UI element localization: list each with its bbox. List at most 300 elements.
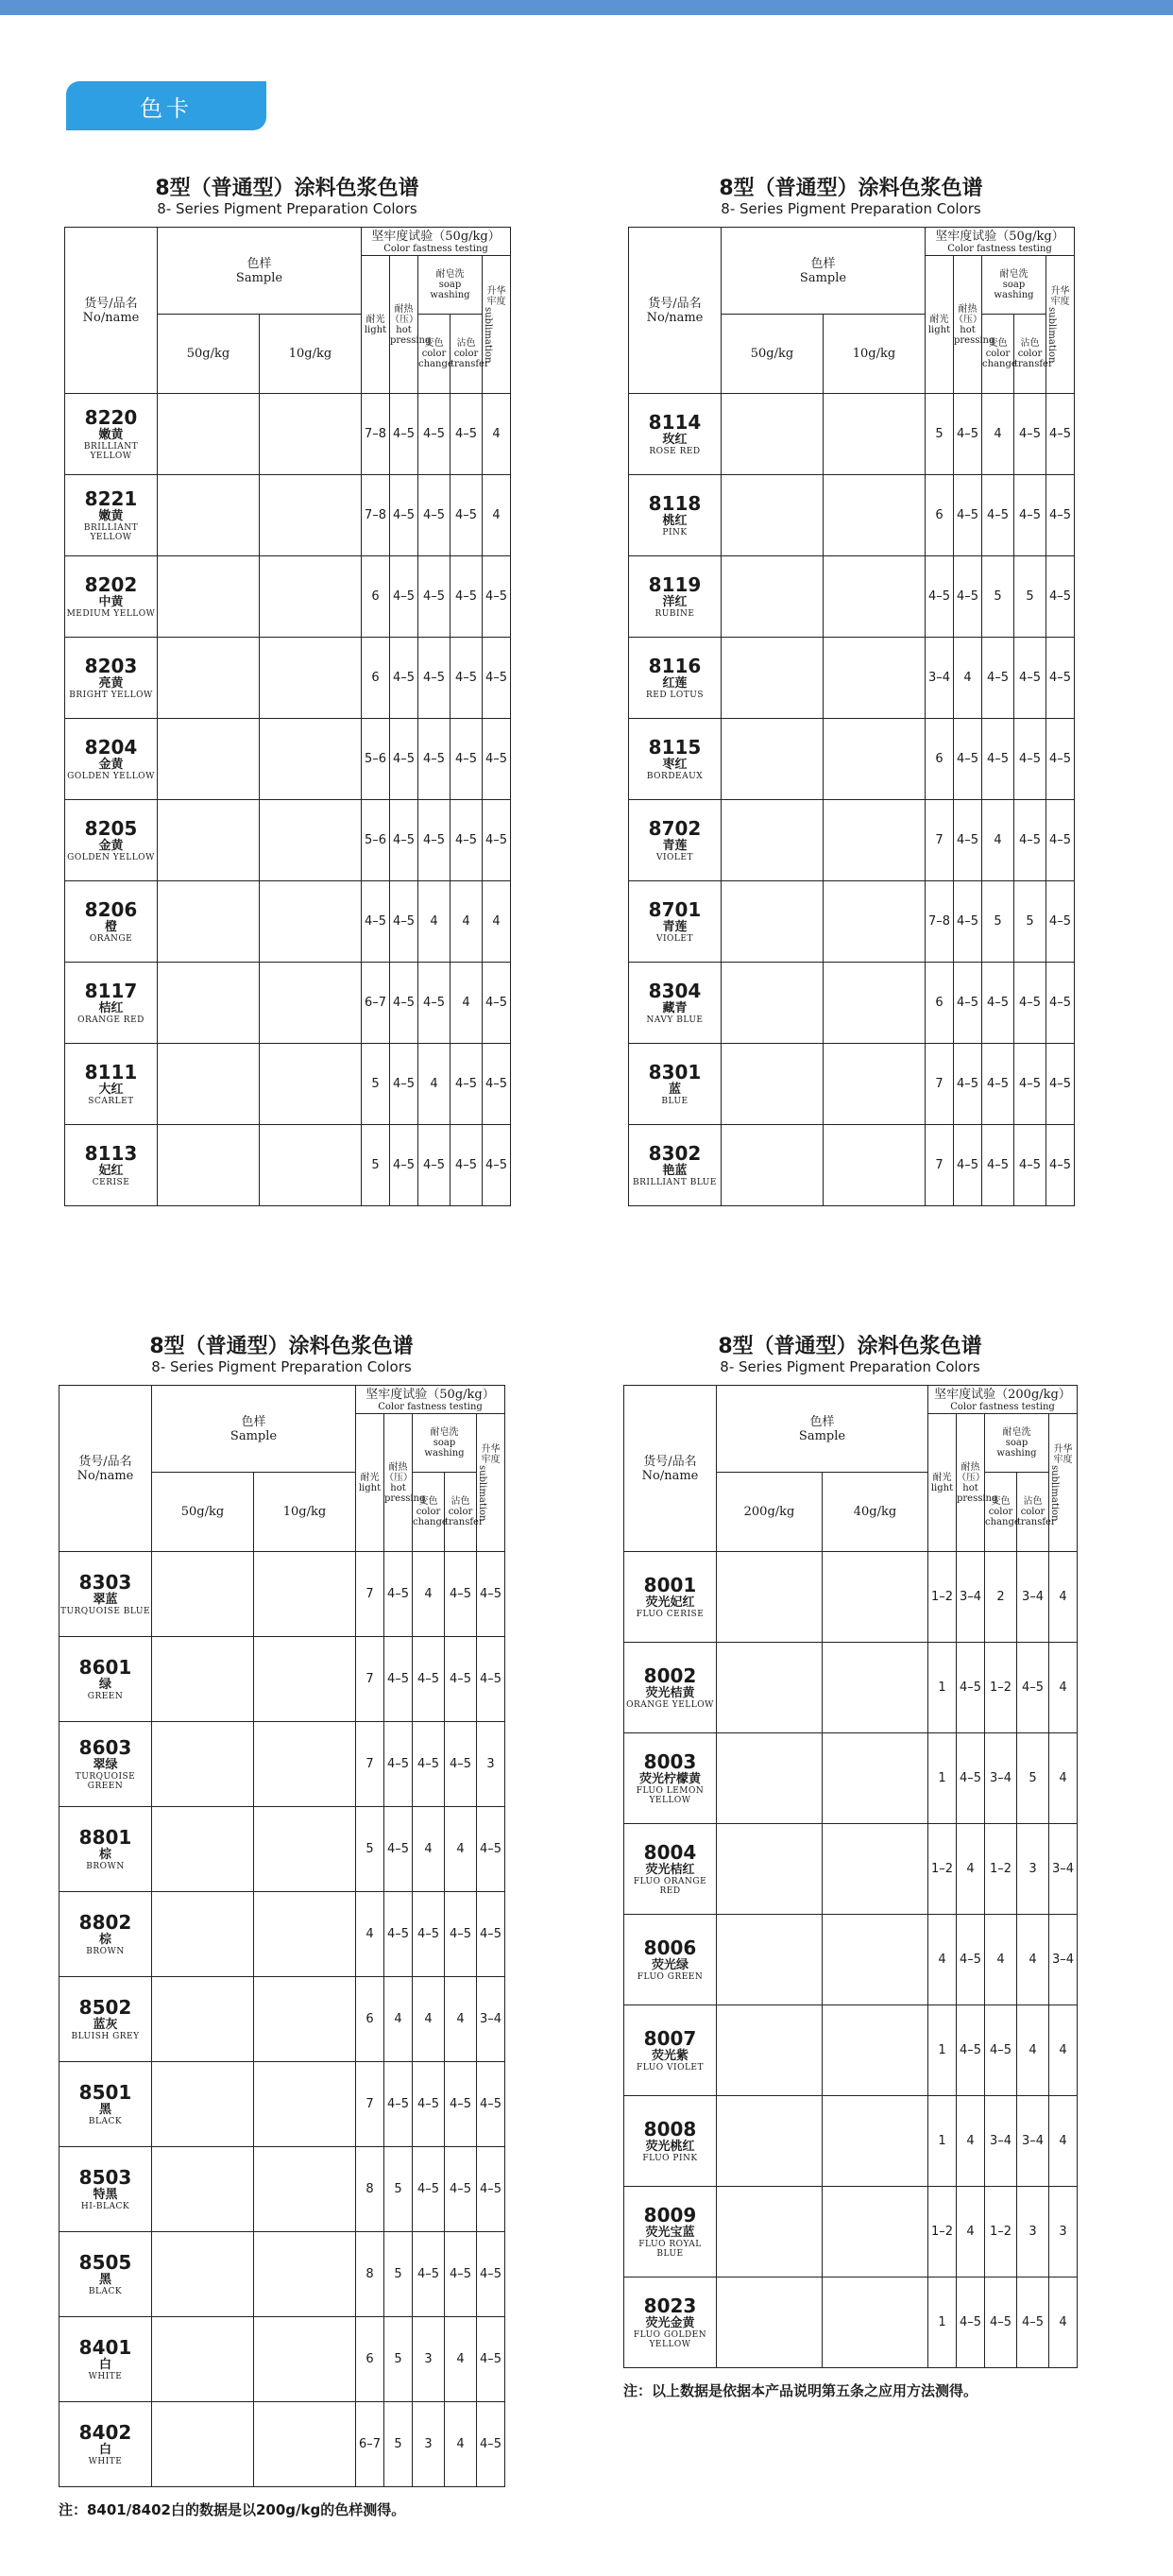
product-name-cn: 棕: [98, 1933, 111, 1947]
table-row: [629, 719, 1075, 800]
product-name-cn: 洋红: [662, 595, 688, 609]
hot-pressing-value: 4–5: [954, 1125, 982, 1206]
product-code: 8111: [84, 1061, 138, 1083]
table-row: [624, 2277, 1078, 2368]
product-code: 8303: [78, 1571, 132, 1594]
product-id-cell: [624, 2187, 717, 2277]
product-name-cn: 白: [98, 2443, 111, 2457]
sublimation-value: 4–5: [1046, 963, 1075, 1044]
product-name-cn: 中黄: [98, 595, 124, 609]
sublimation-value: 4–5: [477, 1552, 505, 1637]
table-row: [629, 556, 1075, 638]
light-value: 5: [356, 1807, 384, 1892]
fastness-header-cn: 坚牢度试验（50g/kg）: [371, 229, 501, 244]
product-id-cell: [65, 556, 158, 638]
table-row: [624, 1552, 1078, 1643]
light-value: 7: [356, 1637, 384, 1722]
product-name-cn: 荧光妃红: [645, 1595, 695, 1610]
table-row: [624, 2005, 1078, 2096]
light-header-cn: 耐光: [929, 314, 949, 325]
product-id-cell: [624, 1552, 717, 1643]
product-name-cn: 金黄: [98, 758, 124, 772]
color-change-value: 4–5: [418, 638, 450, 719]
sheet-subtitle: 8- Series Pigment Preparation Colors: [720, 1358, 980, 1375]
sample-header-cn: 色样: [246, 256, 272, 271]
sample-header: [722, 228, 926, 315]
soap-washing-header-en: soap washing: [424, 1438, 465, 1459]
hot-pressing-value: 5: [384, 2232, 413, 2317]
sublimation-value: 4–5: [1046, 719, 1075, 800]
swatch-cell-a: [722, 1125, 824, 1206]
no-name-header-en: No/name: [82, 310, 140, 325]
light-value: 6: [356, 1977, 384, 2062]
swatch-cell-b: [824, 800, 926, 881]
swatch-cell-a: [152, 1892, 254, 1977]
sublimation-value: 4–5: [1046, 1125, 1075, 1206]
color-transfer-value: 4–5: [445, 1892, 477, 1977]
product-name-cn: 荧光绿: [651, 1958, 688, 1972]
hot-pressing-value: 4–5: [390, 800, 418, 881]
hot-pressing-value: 4: [957, 2096, 985, 2187]
sublimation-value: 3–4: [1049, 1915, 1078, 2005]
product-code: 8221: [84, 487, 138, 510]
table-row: [624, 1733, 1078, 1824]
light-value: 6: [926, 719, 954, 800]
product-code: 8006: [643, 1936, 697, 1959]
table-row: [60, 1552, 505, 1637]
color-transfer-value: 4–5: [1017, 2277, 1049, 2368]
color-change-value: 4–5: [413, 2147, 445, 2232]
sublimation-value: 3: [477, 1722, 505, 1807]
color-change-value: 4: [982, 394, 1014, 475]
table-row: [60, 1807, 505, 1892]
color-change-value: 4–5: [982, 475, 1014, 556]
sample-header-en: Sample: [235, 270, 283, 285]
color-transfer-value: 4: [445, 1807, 477, 1892]
hot-pressing-value: 4–5: [390, 719, 418, 800]
sample-header-en: Sample: [798, 1428, 846, 1443]
sublimation-value: 4–5: [483, 1044, 511, 1125]
sublimation-header-en: sublimation: [1049, 1464, 1060, 1522]
swatch-cell-a: [717, 2277, 823, 2368]
hot-pressing-value: 4: [957, 2187, 985, 2277]
hot-pressing-value: 5: [384, 2147, 413, 2232]
soap-washing-header-en: soap washing: [994, 280, 1034, 300]
soap-washing-header-cn: 耐皂洗: [435, 269, 465, 280]
product-name-en: GOLDEN YELLOW: [67, 772, 155, 781]
hot-pressing-value: 4: [957, 1824, 985, 1915]
color-transfer-value: 4–5: [450, 800, 483, 881]
hot-pressing-value: 4–5: [954, 556, 982, 638]
product-code: 8113: [84, 1142, 138, 1165]
light-value: 7: [926, 1044, 954, 1125]
swatch-cell-b: [260, 1125, 362, 1206]
swatch-cell-a: [717, 1733, 823, 1824]
swatch-cell-b: [254, 2317, 356, 2402]
no-name-header: [65, 228, 158, 394]
hot-pressing-value: 4–5: [390, 1044, 418, 1125]
table-row: [65, 556, 511, 638]
concentration-b-header: 10g/kg: [824, 315, 926, 394]
sublimation-value: 4–5: [477, 2232, 505, 2317]
light-value: 1: [928, 2277, 957, 2368]
product-id-cell: [65, 800, 158, 881]
sublimation-value: 4–5: [1046, 638, 1075, 719]
swatch-cell-a: [722, 394, 824, 475]
product-name-cn: 蓝灰: [93, 2018, 118, 2032]
color-transfer-value: 4–5: [1014, 1044, 1046, 1125]
sublimation-value: 4–5: [477, 1637, 505, 1722]
swatch-cell-a: [158, 394, 260, 475]
product-code: 8502: [78, 1996, 132, 2019]
product-name-en: BRILLIANT BLUE: [633, 1178, 717, 1187]
color-change-value: 1–2: [985, 1643, 1017, 1733]
sublimation-value: 4–5: [1046, 881, 1075, 963]
swatch-cell-b: [254, 1807, 356, 1892]
product-id-cell: [624, 2277, 717, 2368]
product-code: 8302: [648, 1142, 702, 1165]
sublimation-value: 4–5: [483, 638, 511, 719]
swatch-cell-a: [717, 2005, 823, 2096]
concentration-a-header: 200g/kg: [717, 1473, 823, 1552]
product-name-en: BORDEAUX: [646, 772, 704, 781]
color-transfer-value: 4–5: [1014, 1125, 1046, 1206]
swatch-cell-a: [152, 2402, 254, 2487]
light-value: 1: [928, 2096, 957, 2187]
swatch-cell-a: [722, 881, 824, 963]
light-header-cn: 耐光: [932, 1472, 952, 1483]
product-name-en: FLUO GREEN: [637, 1972, 704, 1982]
color-change-value: 4–5: [418, 719, 450, 800]
sheet-title: 8型（普通型）涂料色浆色谱: [719, 177, 983, 200]
product-id-cell: [60, 1552, 152, 1637]
light-value: 1–2: [928, 2187, 957, 2277]
color-transfer-value: 4–5: [445, 2147, 477, 2232]
product-id-cell: [629, 963, 722, 1044]
product-code: 8204: [84, 736, 138, 759]
product-code: 8116: [648, 655, 702, 677]
swatch-cell-b: [254, 1637, 356, 1722]
no-name-header: [629, 228, 722, 394]
hot-pressing-value: 4: [384, 1977, 413, 2062]
light-header: [356, 1414, 384, 1552]
product-id-cell: [629, 394, 722, 475]
table-row: [60, 2317, 505, 2402]
table-row: [629, 1044, 1075, 1125]
product-name-cn: 橙: [104, 920, 117, 934]
product-code: 8023: [643, 2295, 697, 2317]
product-name-cn: 黑: [98, 2273, 111, 2287]
fastness-table: [64, 227, 511, 1206]
color-change-header: [413, 1473, 448, 1552]
light-value: 8: [356, 2232, 384, 2317]
product-name-en: HI-BLACK: [80, 2202, 130, 2211]
table-row: [60, 2062, 505, 2147]
product-name-cn: 大红: [98, 1083, 124, 1097]
product-id-cell: [65, 963, 158, 1044]
sample-header: [158, 228, 362, 315]
product-code: 8001: [643, 1574, 697, 1596]
swatch-cell-b: [824, 881, 926, 963]
no-name-header: [60, 1386, 152, 1552]
light-value: 4–5: [926, 556, 954, 638]
color-change-header-en: color change: [982, 349, 1017, 369]
swatch-cell-b: [823, 1552, 928, 1643]
concentration-b-header: 10g/kg: [260, 315, 362, 394]
swatch-cell-a: [158, 881, 260, 963]
color-change-value: 4: [985, 1915, 1017, 2005]
sublimation-value: 4–5: [477, 1807, 505, 1892]
product-name-en: CERISE: [92, 1178, 130, 1187]
color-transfer-value: 4–5: [445, 2232, 477, 2317]
light-value: 7: [926, 1125, 954, 1206]
color-transfer-value: 4–5: [445, 1552, 477, 1637]
product-code: 8220: [84, 406, 138, 429]
soap-washing-header-cn: 耐皂洗: [1002, 1427, 1031, 1438]
swatch-cell-a: [717, 1552, 823, 1643]
product-name-en: BRILLIANT YELLOW: [83, 442, 139, 461]
color-change-value: 3: [413, 2402, 445, 2487]
swatch-cell-b: [824, 394, 926, 475]
product-id-cell: [65, 1044, 158, 1125]
product-name-cn: 藏青: [662, 1001, 688, 1015]
table-row: [624, 1915, 1078, 2005]
swatch-cell-b: [254, 2232, 356, 2317]
product-name-cn: 荧光桔红: [645, 1863, 695, 1877]
color-change-value: 3–4: [985, 1733, 1017, 1824]
color-transfer-value: 4–5: [450, 394, 483, 475]
swatch-cell-b: [260, 719, 362, 800]
swatch-cell-b: [824, 638, 926, 719]
table-row: [624, 1643, 1078, 1733]
product-name-cn: 艳蓝: [662, 1164, 688, 1178]
color-change-value: 4–5: [413, 1722, 445, 1807]
product-name-cn: 妃红: [98, 1164, 124, 1178]
swatch-cell-b: [254, 1977, 356, 2062]
fastness-header-en: Color fastness testing: [947, 243, 1052, 254]
light-header-cn: 耐光: [366, 314, 385, 325]
color-change-value: 4: [413, 1807, 445, 1892]
table-row: [65, 800, 511, 881]
swatch-cell-b: [823, 2096, 928, 2187]
color-change-header-en: color change: [413, 1507, 448, 1527]
swatch-cell-a: [158, 556, 260, 638]
color-transfer-header-cn: 沾色: [1023, 1496, 1043, 1507]
swatch-cell-b: [823, 1643, 928, 1733]
soap-washing-header: [418, 256, 483, 315]
product-code: 8501: [78, 2081, 132, 2104]
light-value: 6–7: [362, 963, 390, 1044]
swatch-cell-b: [254, 1552, 356, 1637]
light-value: 7: [356, 2062, 384, 2147]
color-transfer-value: 4–5: [1014, 963, 1046, 1044]
hot-pressing-value: 4–5: [954, 475, 982, 556]
color-change-header-en: color change: [985, 1507, 1020, 1527]
color-transfer-value: 4–5: [450, 556, 483, 638]
sample-header-en: Sample: [230, 1428, 278, 1443]
product-code: 8009: [643, 2204, 697, 2226]
no-name-header-en: No/name: [646, 310, 704, 325]
light-value: 1: [928, 2005, 957, 2096]
product-name-en: TURQUOISE GREEN: [75, 1772, 136, 1791]
product-name-cn: 红莲: [662, 676, 688, 691]
product-name-en: FLUO ORANGE RED: [633, 1877, 707, 1896]
color-transfer-value: 4: [445, 1977, 477, 2062]
product-code: 8115: [648, 736, 702, 759]
color-change-value: 4–5: [418, 475, 450, 556]
table-row: [624, 2187, 1078, 2277]
hot-pressing-value: 4–5: [954, 1044, 982, 1125]
swatch-cell-b: [823, 1915, 928, 2005]
no-name-header-cn: 货号/品名: [84, 296, 138, 311]
color-transfer-value: 4–5: [1014, 719, 1046, 800]
hot-pressing-header-cn: 耐热（压）: [384, 1461, 413, 1483]
product-code: 8301: [648, 1061, 702, 1083]
light-value: 4: [928, 1915, 957, 2005]
swatch-cell-b: [254, 2147, 356, 2232]
table-row: [624, 1824, 1078, 1915]
color-chart-sheet-4: [623, 1330, 1114, 2539]
product-id-cell: [624, 1733, 717, 1824]
sublimation-value: 4–5: [477, 2317, 505, 2402]
color-change-header-cn: 变色: [991, 1496, 1011, 1507]
table-row: [629, 800, 1075, 881]
light-value: 7: [356, 1552, 384, 1637]
sublimation-value: 4–5: [1046, 475, 1075, 556]
product-id-cell: [65, 394, 158, 475]
color-change-value: 3–4: [985, 2096, 1017, 2187]
hot-pressing-header: [957, 1414, 998, 1552]
product-name-en: RED LOTUS: [645, 691, 705, 700]
sublimation-value: 4: [1049, 2005, 1078, 2096]
product-id-cell: [624, 2005, 717, 2096]
product-name-cn: 玫红: [662, 433, 688, 447]
sublimation-header-cn: 升华牢度: [1053, 1443, 1073, 1465]
swatch-cell-a: [152, 1722, 254, 1807]
light-header-en: light: [364, 324, 387, 335]
swatch-cell-a: [152, 2147, 254, 2232]
product-name-en: BROWN: [86, 1862, 125, 1871]
product-name-en: ROSE RED: [649, 447, 701, 456]
no-name-header: [624, 1386, 717, 1552]
color-transfer-header-en: color transfer: [1014, 349, 1053, 369]
sublimation-value: 3–4: [1049, 1824, 1078, 1915]
fastness-header-cn: 坚牢度试验（50g/kg）: [366, 1387, 495, 1402]
product-name-cn: 金黄: [98, 839, 124, 853]
color-transfer-value: 3: [1017, 2187, 1049, 2277]
light-value: 7–8: [926, 881, 954, 963]
concentration-a-header: 50g/kg: [152, 1473, 254, 1552]
product-name-cn: 青莲: [662, 920, 688, 934]
hot-pressing-value: 4–5: [954, 800, 982, 881]
product-id-cell: [60, 1807, 152, 1892]
swatch-cell-b: [824, 1125, 926, 1206]
product-name-cn: 荧光桃红: [645, 2140, 695, 2154]
sublimation-value: 3–4: [477, 1977, 505, 2062]
table-row: [60, 2402, 505, 2487]
product-id-cell: [60, 2062, 152, 2147]
color-card-tab[interactable]: 色卡: [66, 81, 266, 130]
product-name-en: FLUO GOLDEN YELLOW: [633, 2330, 707, 2349]
sample-header: [152, 1386, 356, 1473]
color-chart-sheet-2: [628, 172, 1110, 1239]
product-code: 8402: [78, 2421, 132, 2444]
product-name-cn: 嫩黄: [98, 509, 124, 523]
fastness-header-en: Color fastness testing: [383, 243, 488, 254]
color-change-value: 3: [413, 2317, 445, 2402]
hot-pressing-value: 5: [384, 2317, 413, 2402]
sublimation-value: 4–5: [483, 800, 511, 881]
color-change-header: [982, 315, 1017, 394]
sublimation-header-en: sublimation: [483, 306, 493, 364]
light-value: 6–7: [356, 2402, 384, 2487]
soap-washing-header-cn: 耐皂洗: [430, 1427, 459, 1438]
light-header-en: light: [358, 1482, 382, 1493]
sublimation-header: [477, 1414, 505, 1552]
swatch-cell-b: [254, 1722, 356, 1807]
light-value: 6: [926, 475, 954, 556]
swatch-cell-a: [717, 1915, 823, 2005]
color-change-value: 4–5: [982, 719, 1014, 800]
sublimation-header-cn: 升华牢度: [486, 285, 506, 307]
color-transfer-value: 4–5: [450, 638, 483, 719]
fastness-header-cn: 坚牢度试验（50g/kg）: [935, 229, 1064, 244]
no-name-header-en: No/name: [76, 1468, 134, 1483]
swatch-cell-b: [260, 881, 362, 963]
sheet-title: 8型（普通型）涂料色浆色谱: [718, 1335, 982, 1358]
swatch-cell-b: [823, 1733, 928, 1824]
swatch-cell-a: [158, 719, 260, 800]
light-value: 7–8: [362, 475, 390, 556]
fastness-header-en: Color fastness testing: [950, 1401, 1055, 1412]
sublimation-value: 4: [483, 394, 511, 475]
no-name-header-cn: 货号/品名: [643, 1454, 697, 1469]
color-change-value: 4: [418, 881, 450, 963]
no-name-header-cn: 货号/品名: [78, 1454, 132, 1469]
swatch-cell-a: [717, 2187, 823, 2277]
product-id-cell: [60, 1892, 152, 1977]
swatch-cell-b: [823, 2005, 928, 2096]
color-change-value: 4: [413, 1977, 445, 2062]
product-id-cell: [629, 719, 722, 800]
product-code: 8118: [648, 492, 702, 515]
color-change-value: 4–5: [985, 2005, 1017, 2096]
color-transfer-value: 4–5: [450, 1125, 483, 1206]
table-row: [629, 394, 1075, 475]
hot-pressing-value: 4–5: [390, 394, 418, 475]
footnote: 注：8401/8402白的数据是以200g/kg的色样测得。: [59, 2501, 406, 2518]
color-change-value: 1–2: [985, 1824, 1017, 1915]
color-change-value: 2: [985, 1552, 1017, 1643]
product-code: 8008: [643, 2118, 697, 2141]
sublimation-value: 4–5: [477, 1892, 505, 1977]
color-chart-sheet-1: [64, 172, 546, 1239]
product-name-en: NAVY BLUE: [646, 1015, 704, 1025]
hot-pressing-value: 4–5: [957, 1915, 985, 2005]
concentration-a-header: 50g/kg: [158, 315, 260, 394]
product-name-en: ORANGE: [89, 934, 133, 944]
sublimation-value: 4: [483, 475, 511, 556]
color-transfer-value: 5: [1014, 881, 1046, 963]
hot-pressing-header: [384, 1414, 426, 1552]
sample-header-cn: 色样: [809, 1414, 835, 1429]
swatch-cell-a: [722, 963, 824, 1044]
sublimation-value: 4–5: [1046, 556, 1075, 638]
product-code: 8505: [78, 2251, 132, 2274]
color-change-header-cn: 变色: [988, 338, 1008, 349]
color-transfer-value: 4–5: [1014, 638, 1046, 719]
sample-header-cn: 色样: [810, 256, 836, 271]
